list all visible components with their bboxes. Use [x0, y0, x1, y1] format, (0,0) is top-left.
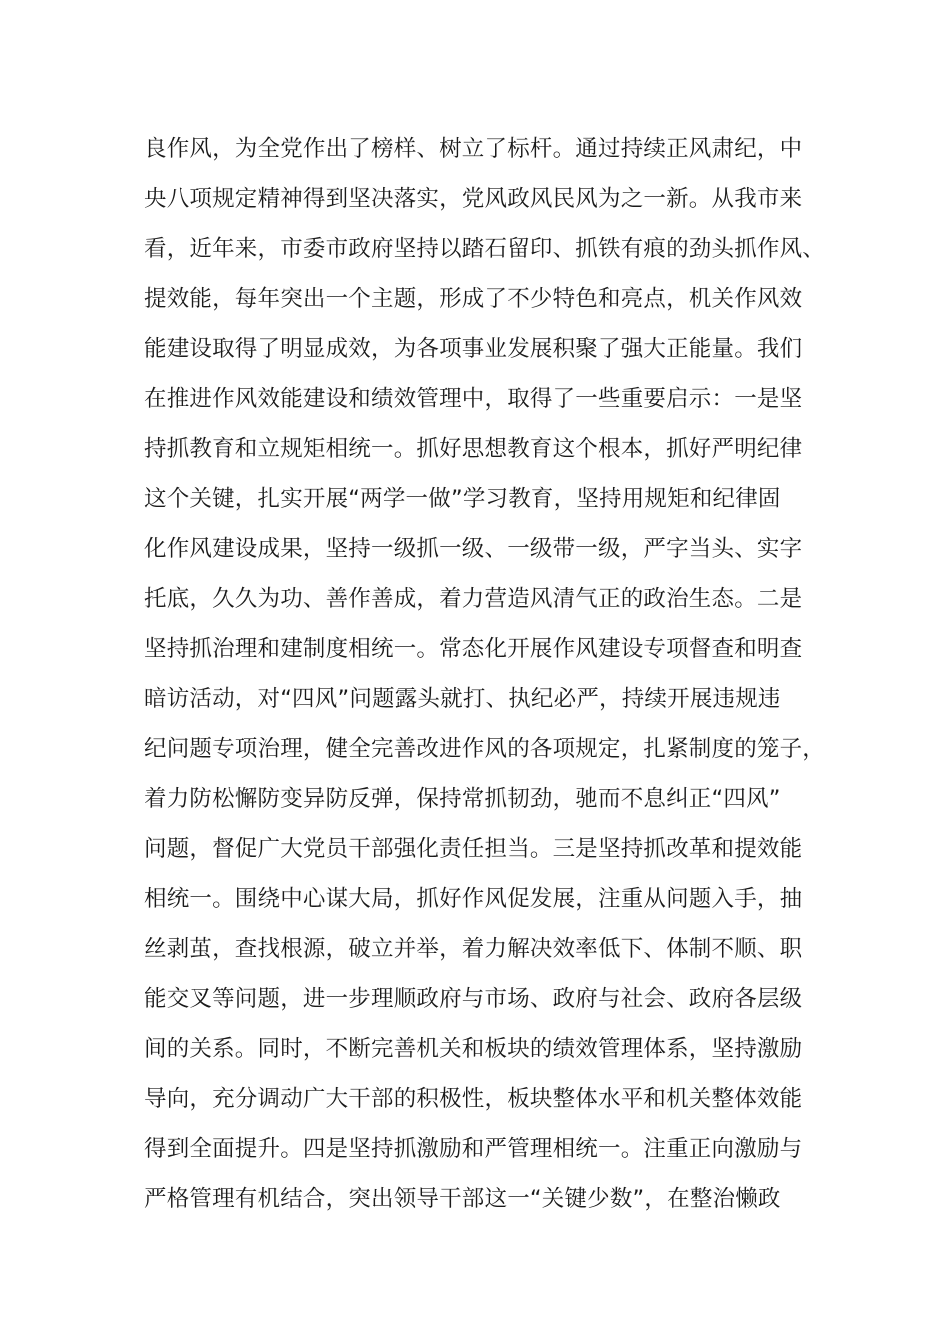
text-line: 持抓教育和立规矩相统一。抓好思想教育这个根本，抓好严明纪律 — [144, 436, 803, 462]
text-line: 看，近年来，市委市政府坚持以踏石留印、抓铁有痕的劲头抓作风、 — [144, 236, 826, 262]
text-line: 托底，久久为功、善作善成，着力营造风清气正的政治生态。二是 — [144, 586, 803, 612]
text-line: 这个关键，扎实开展“两学一做”学习教育，坚持用规矩和纪律固 — [144, 486, 781, 512]
text-line: 得到全面提升。四是坚持抓激励和严管理相统一。注重正向激励与 — [144, 1136, 803, 1162]
body-paragraph — [144, 124, 824, 1224]
text-line: 坚持抓治理和建制度相统一。常态化开展作风建设专项督查和明查 — [144, 636, 803, 662]
text-line: 相统一。围绕中心谋大局，抓好作风促发展，注重从问题入手，抽 — [144, 886, 803, 912]
text-line: 化作风建设成果，坚持一级抓一级、一级带一级，严字当头、实字 — [144, 536, 803, 562]
text-line: 问题，督促广大党员干部强化责任担当。三是坚持抓改革和提效能 — [144, 836, 803, 862]
text-line: 间的关系。同时，不断完善机关和板块的绩效管理体系，坚持激励 — [144, 1036, 803, 1062]
text-line: 暗访活动，对“四风”问题露头就打、执纪必严，持续开展违规违 — [144, 686, 781, 712]
text-line: 导向，充分调动广大干部的积极性，板块整体水平和机关整体效能 — [144, 1086, 803, 1112]
text-line: 丝剥茧，查找根源，破立并举，着力解决效率低下、体制不顺、职 — [144, 936, 803, 962]
text-line: 纪问题专项治理，健全完善改进作风的各项规定，扎紧制度的笼子， — [144, 736, 826, 762]
text-line: 央八项规定精神得到坚决落实，党风政风民风为之一新。从我市来 — [144, 186, 803, 212]
text-line: 在推进作风效能建设和绩效管理中，取得了一些重要启示：一是坚 — [144, 386, 803, 412]
text-line: 能建设取得了明显成效，为各项事业发展积聚了强大正能量。我们 — [144, 336, 803, 362]
text-line: 着力防松懈防变异防反弹，保持常抓韧劲，驰而不息纠正“四风” — [144, 786, 781, 812]
text-line: 能交叉等问题，进一步理顺政府与市场、政府与社会、政府各层级 — [144, 986, 803, 1012]
text-line: 提效能，每年突出一个主题，形成了不少特色和亮点，机关作风效 — [144, 286, 803, 312]
text-line: 良作风，为全党作出了榜样、树立了标杆。通过持续正风肃纪，中 — [144, 136, 803, 162]
text-line: 严格管理有机结合，突出领导干部这一“关键少数”，在整治懒政 — [144, 1186, 781, 1212]
